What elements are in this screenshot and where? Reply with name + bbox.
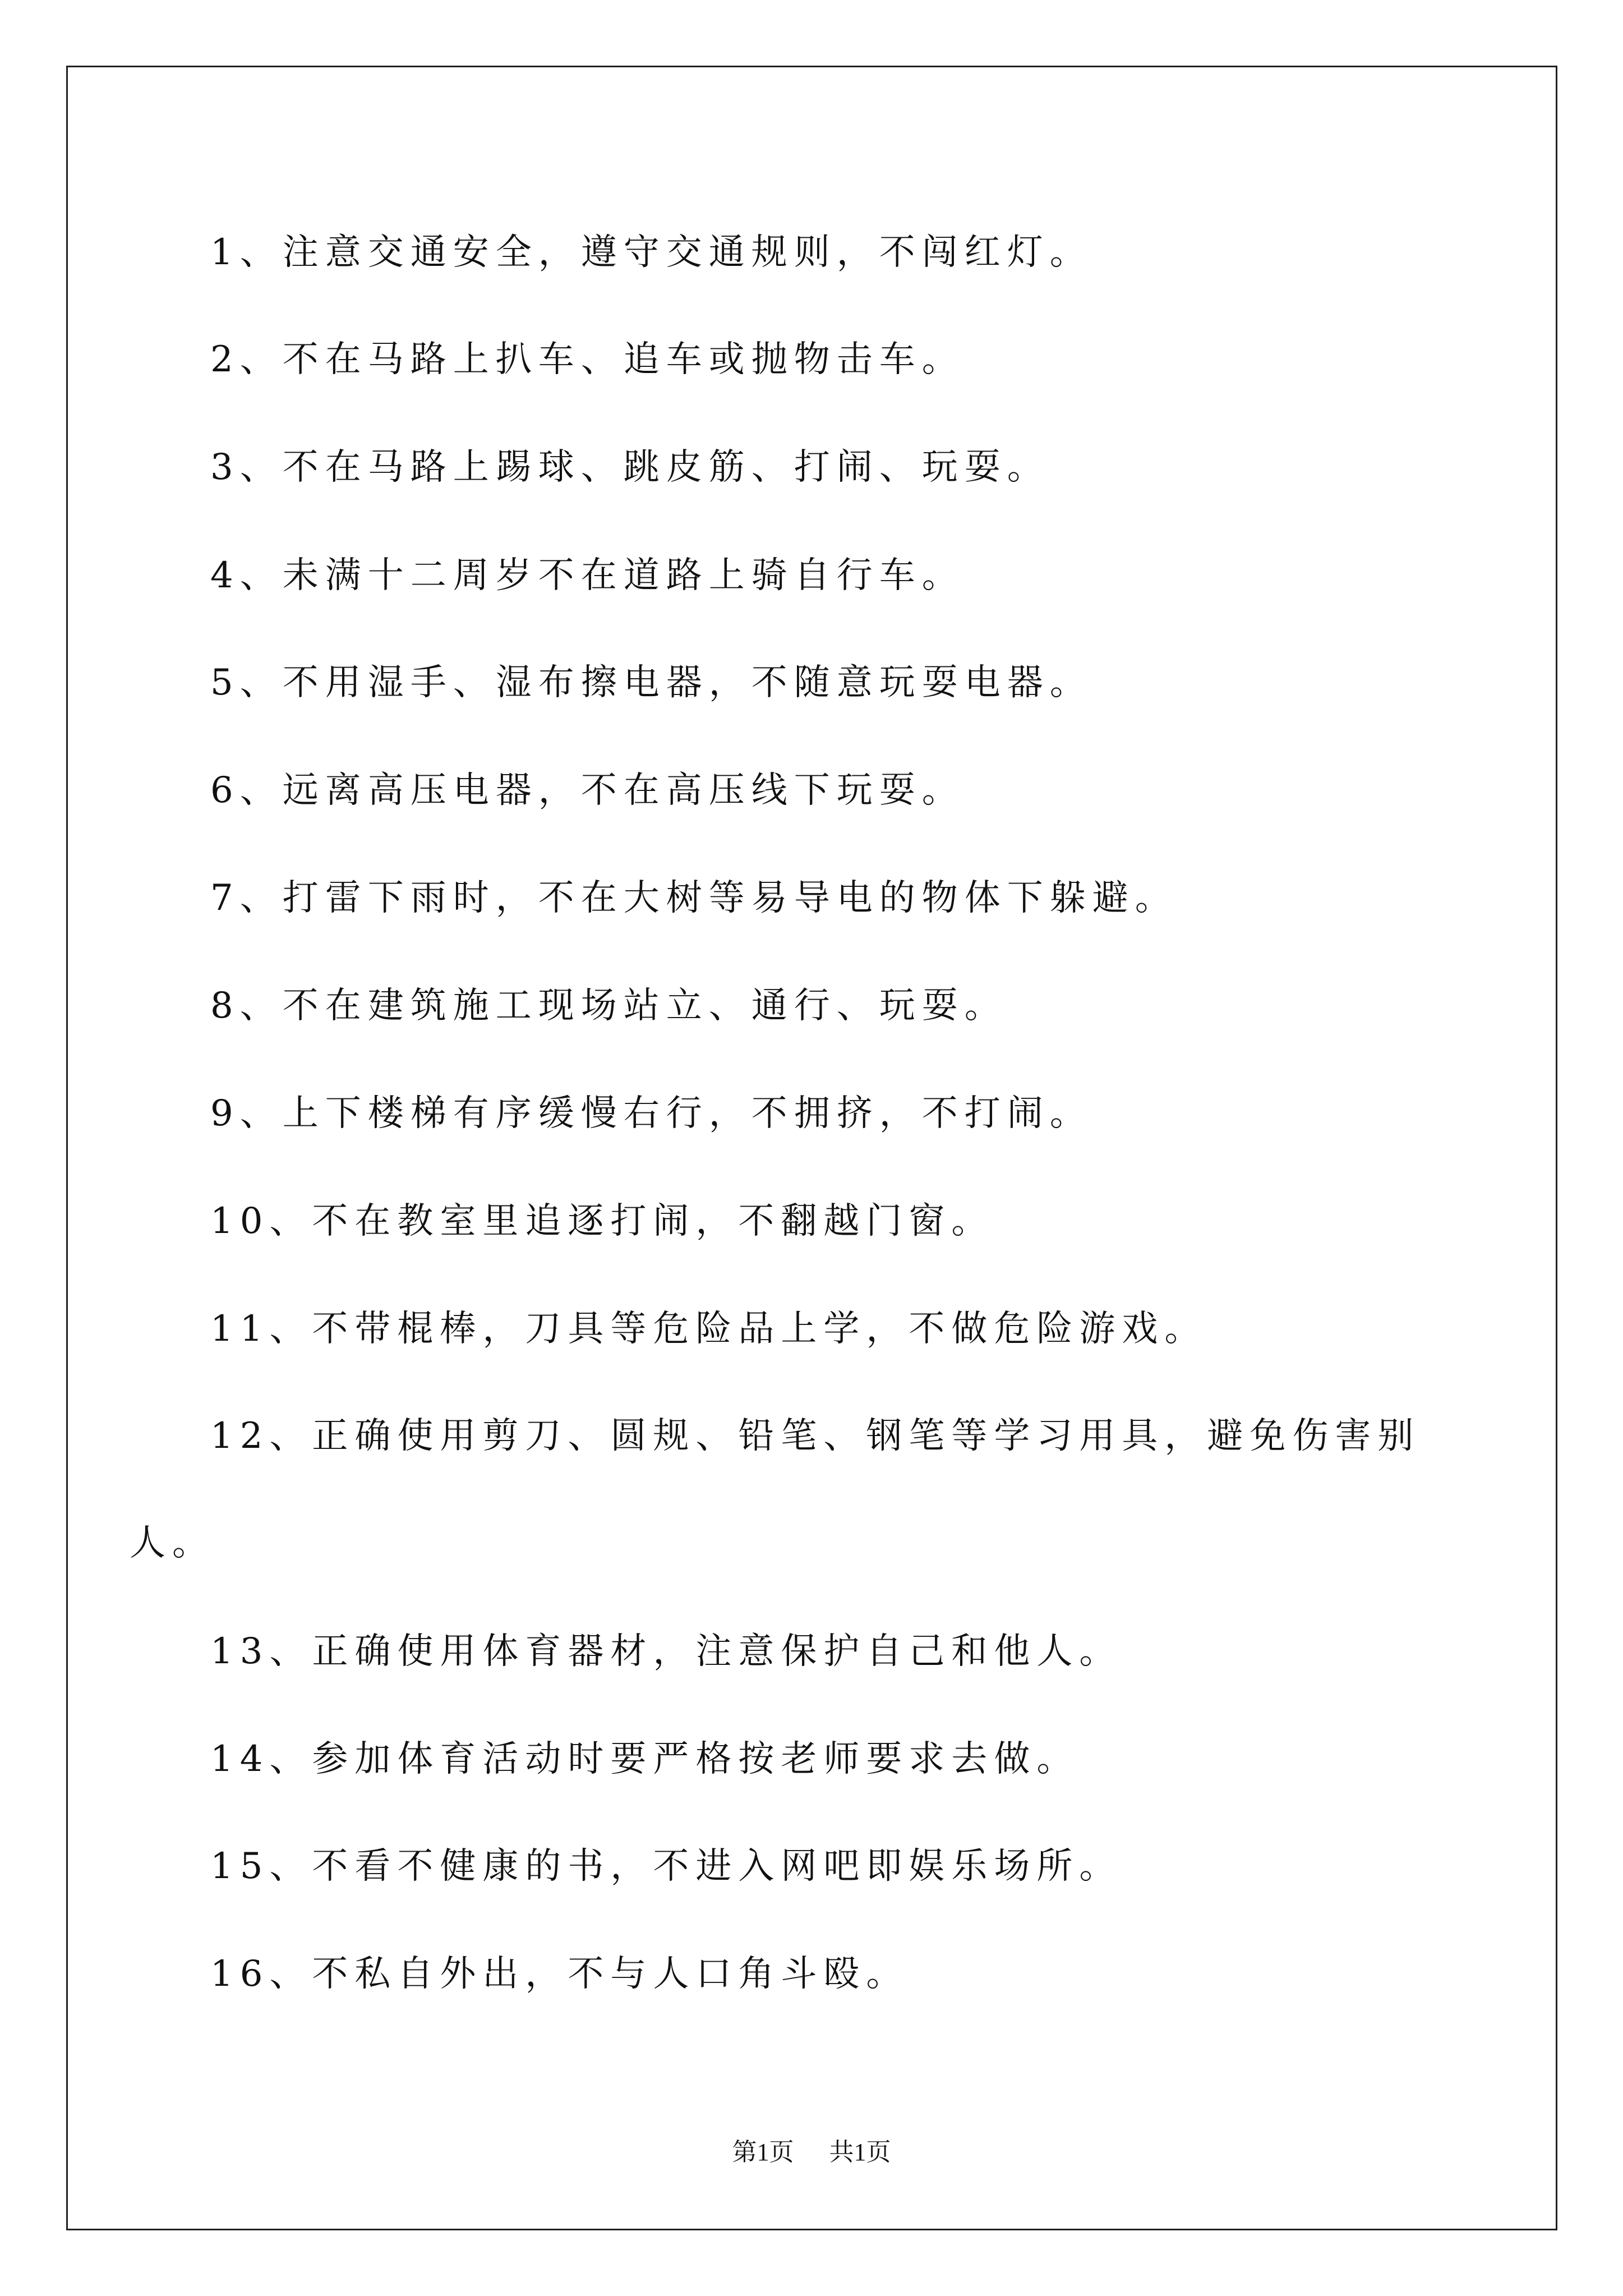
list-item: 11、不带棍棒，刀具等危险品上学，不做危险游戏。 bbox=[210, 1308, 1207, 1350]
page-number: 第1页 bbox=[732, 2138, 794, 2166]
list-item: 16、不私自外出，不与人口角斗殴。 bbox=[210, 1953, 909, 1995]
page-total: 共1页 bbox=[829, 2138, 891, 2166]
list-item: 9、上下楼梯有序缓慢右行，不拥挤，不打闹。 bbox=[210, 1093, 1092, 1134]
list-item: 8、不在建筑施工现场站立、通行、玩耍。 bbox=[210, 985, 1007, 1027]
list-item: 7、打雷下雨时，不在大树等易导电的物体下躲避。 bbox=[210, 877, 1178, 919]
list-item: 2、不在马路上扒车、追车或抛物击车。 bbox=[210, 339, 965, 380]
list-item: 1、注意交通安全，遵守交通规则，不闯红灯。 bbox=[210, 232, 1092, 273]
page-footer bbox=[0, 2132, 1623, 2168]
list-item: 4、未满十二周岁不在道路上骑自行车。 bbox=[210, 555, 965, 596]
list-item: 3、不在马路上踢球、跳皮筋、打闹、玩耍。 bbox=[210, 447, 1050, 488]
list-item: 6、远离高压电器，不在高压线下玩耍。 bbox=[210, 770, 965, 811]
list-item: 14、参加体育活动时要严格按老师要求去做。 bbox=[210, 1738, 1080, 1780]
list-item: 13、正确使用体育器材，注意保护自己和他人。 bbox=[210, 1631, 1122, 1672]
page-border bbox=[66, 66, 1557, 2230]
list-item: 12、正确使用剪刀、圆规、铅笔、钢笔等学习用具，避免伤害别 bbox=[210, 1415, 1421, 1457]
list-item: 10、不在教室里追逐打闹，不翻越门窗。 bbox=[210, 1200, 994, 1242]
list-item-continuation: 人。 bbox=[130, 1522, 215, 1564]
list-item: 15、不看不健康的书，不进入网吧即娱乐场所。 bbox=[210, 1846, 1122, 1887]
list-item: 5、不用湿手、湿布擦电器，不随意玩耍电器。 bbox=[210, 662, 1092, 703]
